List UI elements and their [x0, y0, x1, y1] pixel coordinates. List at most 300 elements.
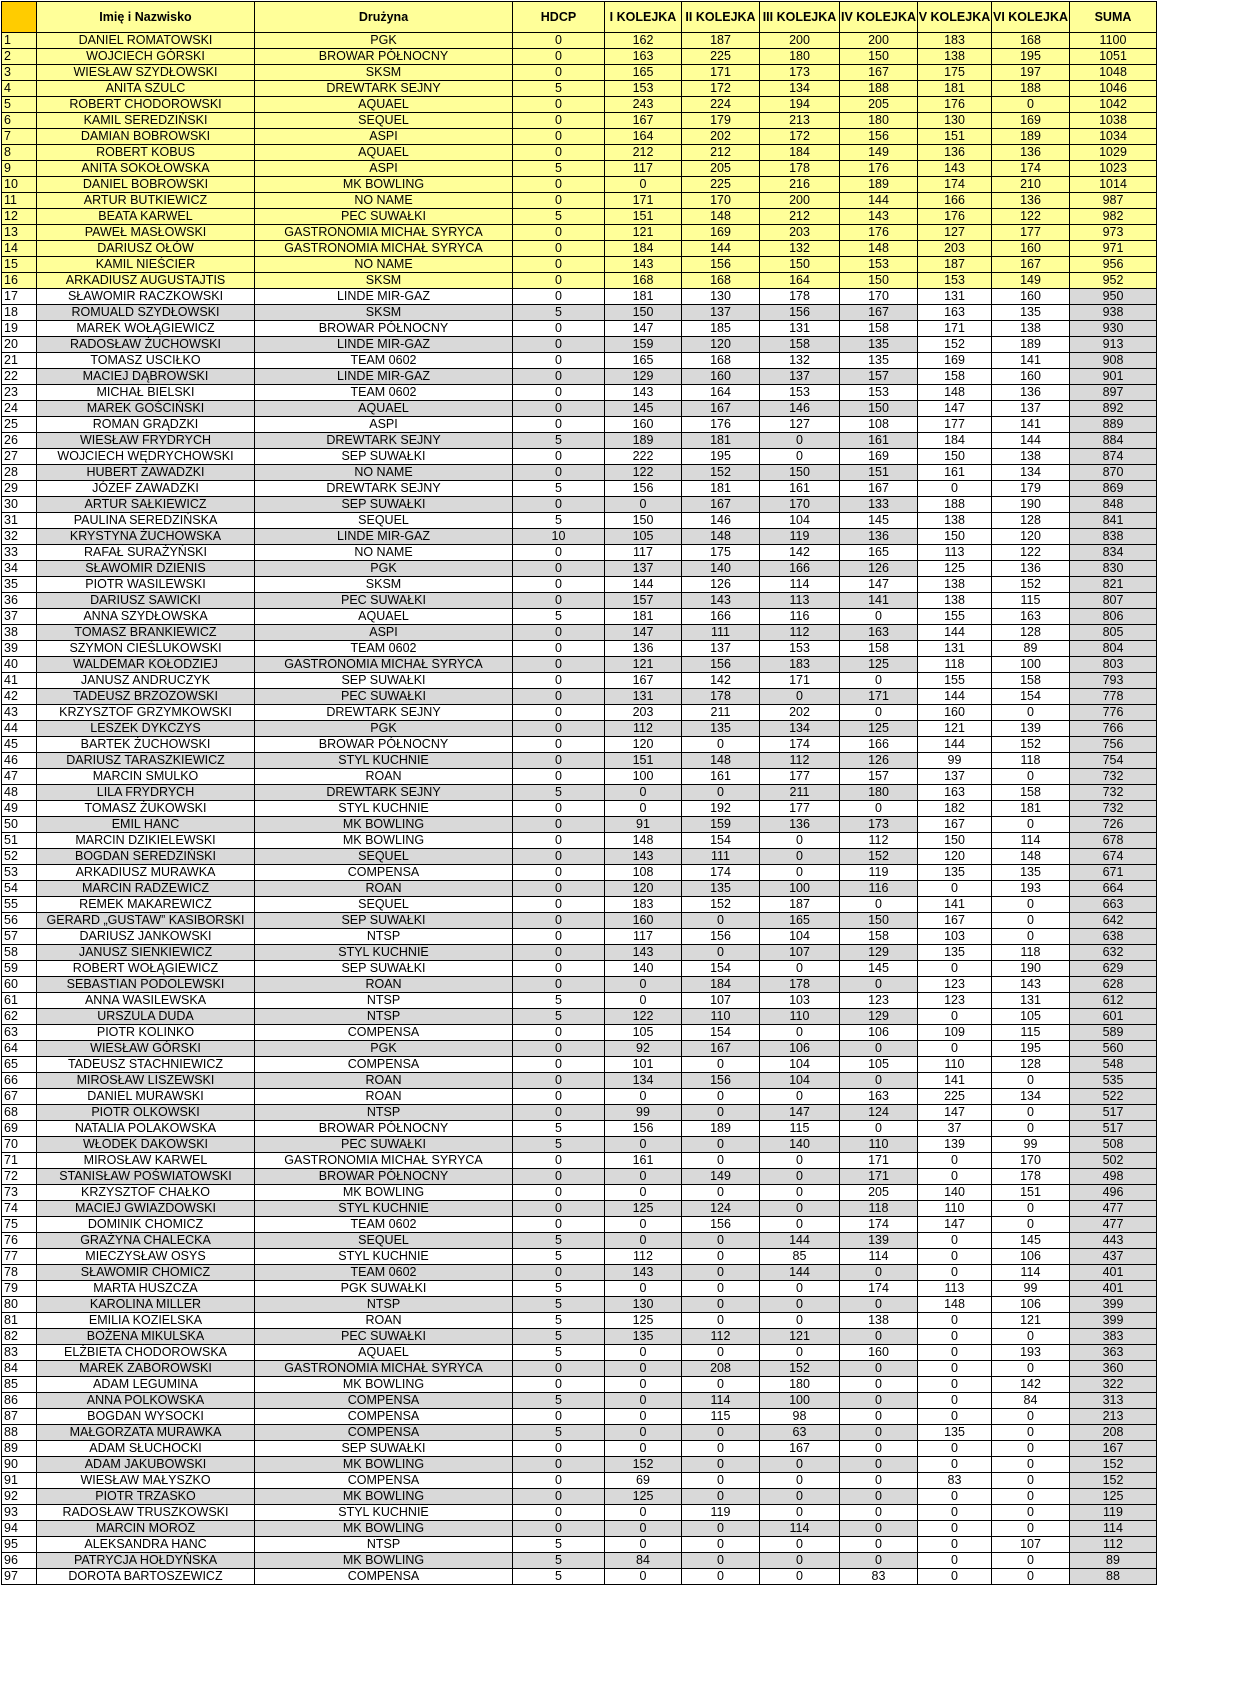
cell-round-1: 122 — [605, 465, 682, 481]
cell-round-6: 122 — [992, 545, 1070, 561]
cell-round-2: 178 — [682, 689, 760, 705]
cell-team: STYL KUCHNIE — [255, 1505, 513, 1521]
cell-name: ROBERT KOBUS — [37, 145, 255, 161]
table-row — [2, 897, 1157, 913]
table-row — [2, 433, 1157, 449]
cell-sum: 1014 — [1070, 177, 1157, 193]
cell-sum: 884 — [1070, 433, 1157, 449]
cell-round-3: 0 — [760, 865, 840, 881]
cell-round-4: 167 — [840, 305, 918, 321]
cell-team: PEC SUWAŁKI — [255, 593, 513, 609]
cell-sum: 732 — [1070, 769, 1157, 785]
cell-round-1: 160 — [605, 913, 682, 929]
cell-round-1: 134 — [605, 1073, 682, 1089]
cell-round-1: 148 — [605, 833, 682, 849]
cell-name: ANNA WASILEWSKA — [37, 993, 255, 1009]
cell-round-3: 0 — [760, 1153, 840, 1169]
cell-round-4: 0 — [840, 1041, 918, 1057]
cell-sum: 89 — [1070, 1553, 1157, 1569]
cell-name: GERARD „GUSTAW” KASIBORSKI — [37, 913, 255, 929]
cell-round-4: 123 — [840, 993, 918, 1009]
cell-round-3: 178 — [760, 289, 840, 305]
cell-team: LINDE MIR-GAZ — [255, 337, 513, 353]
cell-round-6: 190 — [992, 497, 1070, 513]
cell-sum: 477 — [1070, 1201, 1157, 1217]
cell-name: PIOTR OLKOWSKI — [37, 1105, 255, 1121]
table-row — [2, 417, 1157, 433]
cell-rank: 61 — [2, 993, 37, 1009]
cell-round-5: 176 — [918, 97, 992, 113]
cell-team: BROWAR PÓŁNOCNY — [255, 1121, 513, 1137]
table-row — [2, 945, 1157, 961]
cell-name: MARCIN DZIKIELEWSKI — [37, 833, 255, 849]
cell-round-2: 0 — [682, 913, 760, 929]
table-row — [2, 257, 1157, 273]
cell-name: DARIUSZ SAWICKI — [37, 593, 255, 609]
table-row — [2, 753, 1157, 769]
table-row — [2, 1025, 1157, 1041]
cell-round-2: 181 — [682, 481, 760, 497]
cell-round-4: 125 — [840, 657, 918, 673]
cell-rank: 70 — [2, 1137, 37, 1153]
cell-round-5: 163 — [918, 785, 992, 801]
cell-round-2: 225 — [682, 177, 760, 193]
cell-round-3: 0 — [760, 1489, 840, 1505]
cell-hdcp: 0 — [513, 49, 605, 65]
cell-round-4: 169 — [840, 449, 918, 465]
table-row — [2, 593, 1157, 609]
cell-round-5: 123 — [918, 993, 992, 1009]
cell-round-2: 0 — [682, 1297, 760, 1313]
cell-round-3: 0 — [760, 849, 840, 865]
cell-team: MK BOWLING — [255, 1521, 513, 1537]
table-row — [2, 1425, 1157, 1441]
cell-round-6: 105 — [992, 1009, 1070, 1025]
cell-round-4: 150 — [840, 273, 918, 289]
cell-rank: 13 — [2, 225, 37, 241]
cell-round-4: 167 — [840, 481, 918, 497]
cell-rank: 68 — [2, 1105, 37, 1121]
cell-round-5: 113 — [918, 1281, 992, 1297]
table-row — [2, 209, 1157, 225]
cell-rank: 20 — [2, 337, 37, 353]
table-row — [2, 1489, 1157, 1505]
cell-hdcp: 0 — [513, 593, 605, 609]
cell-name: ARTUR BUTKIEWICZ — [37, 193, 255, 209]
cell-sum: 638 — [1070, 929, 1157, 945]
cell-round-1: 0 — [605, 1233, 682, 1249]
cell-sum: 522 — [1070, 1089, 1157, 1105]
table-row — [2, 1297, 1157, 1313]
cell-sum: 477 — [1070, 1217, 1157, 1233]
cell-round-5: 120 — [918, 849, 992, 865]
cell-round-1: 125 — [605, 1313, 682, 1329]
table-row — [2, 705, 1157, 721]
cell-round-1: 0 — [605, 1137, 682, 1153]
cell-round-3: 183 — [760, 657, 840, 673]
cell-sum: 804 — [1070, 641, 1157, 657]
cell-team: PEC SUWAŁKI — [255, 689, 513, 705]
cell-round-4: 149 — [840, 145, 918, 161]
cell-round-5: 0 — [918, 1361, 992, 1377]
cell-name: URSZULA DUDA — [37, 1009, 255, 1025]
cell-sum: 632 — [1070, 945, 1157, 961]
cell-rank: 65 — [2, 1057, 37, 1073]
cell-round-3: 0 — [760, 1345, 840, 1361]
cell-rank: 48 — [2, 785, 37, 801]
cell-name: MAREK WOŁĄGIEWICZ — [37, 321, 255, 337]
header-round-5: V KOLEJKA — [918, 2, 992, 33]
cell-round-2: 137 — [682, 641, 760, 657]
cell-sum: 874 — [1070, 449, 1157, 465]
cell-hdcp: 0 — [513, 897, 605, 913]
cell-rank: 34 — [2, 561, 37, 577]
cell-round-4: 150 — [840, 913, 918, 929]
cell-round-6: 169 — [992, 113, 1070, 129]
cell-sum: 119 — [1070, 1505, 1157, 1521]
cell-round-3: 115 — [760, 1121, 840, 1137]
cell-hdcp: 5 — [513, 1233, 605, 1249]
cell-round-1: 147 — [605, 625, 682, 641]
cell-round-2: 0 — [682, 1441, 760, 1457]
cell-round-5: 0 — [918, 1489, 992, 1505]
cell-team: SEQUEL — [255, 113, 513, 129]
table-row — [2, 785, 1157, 801]
cell-team: COMPENSA — [255, 865, 513, 881]
cell-round-3: 153 — [760, 385, 840, 401]
cell-round-2: 0 — [682, 1473, 760, 1489]
cell-round-6: 118 — [992, 753, 1070, 769]
table-row — [2, 321, 1157, 337]
cell-round-1: 157 — [605, 593, 682, 609]
cell-hdcp: 5 — [513, 1121, 605, 1137]
cell-round-5: 0 — [918, 961, 992, 977]
cell-round-4: 0 — [840, 897, 918, 913]
cell-round-1: 105 — [605, 529, 682, 545]
cell-round-5: 0 — [918, 1345, 992, 1361]
cell-round-2: 0 — [682, 1281, 760, 1297]
cell-hdcp: 5 — [513, 1297, 605, 1313]
table-row — [2, 865, 1157, 881]
table-row — [2, 113, 1157, 129]
cell-hdcp: 0 — [513, 1041, 605, 1057]
table-row — [2, 625, 1157, 641]
cell-round-4: 125 — [840, 721, 918, 737]
cell-name: WŁODEK DAKOWSKI — [37, 1137, 255, 1153]
cell-rank: 78 — [2, 1265, 37, 1281]
cell-rank: 25 — [2, 417, 37, 433]
cell-round-4: 129 — [840, 1009, 918, 1025]
cell-round-2: 159 — [682, 817, 760, 833]
cell-rank: 88 — [2, 1425, 37, 1441]
cell-round-4: 139 — [840, 1233, 918, 1249]
cell-round-6: 195 — [992, 1041, 1070, 1057]
cell-rank: 17 — [2, 289, 37, 305]
cell-hdcp: 0 — [513, 1153, 605, 1169]
cell-round-1: 181 — [605, 609, 682, 625]
cell-round-3: 194 — [760, 97, 840, 113]
cell-round-1: 171 — [605, 193, 682, 209]
cell-round-4: 160 — [840, 1345, 918, 1361]
cell-rank: 32 — [2, 529, 37, 545]
cell-round-4: 171 — [840, 689, 918, 705]
cell-team: TEAM 0602 — [255, 1265, 513, 1281]
table-row — [2, 1361, 1157, 1377]
cell-round-3: 140 — [760, 1137, 840, 1153]
cell-hdcp: 5 — [513, 1553, 605, 1569]
cell-team: PGK — [255, 1041, 513, 1057]
cell-round-5: 0 — [918, 1553, 992, 1569]
cell-sum: 517 — [1070, 1105, 1157, 1121]
cell-team: NTSP — [255, 1105, 513, 1121]
cell-hdcp: 0 — [513, 1265, 605, 1281]
cell-hdcp: 5 — [513, 1329, 605, 1345]
cell-round-1: 222 — [605, 449, 682, 465]
cell-round-1: 0 — [605, 1409, 682, 1425]
cell-round-2: 205 — [682, 161, 760, 177]
cell-hdcp: 0 — [513, 705, 605, 721]
cell-round-6: 141 — [992, 353, 1070, 369]
cell-round-1: 121 — [605, 225, 682, 241]
cell-hdcp: 0 — [513, 753, 605, 769]
cell-round-4: 165 — [840, 545, 918, 561]
cell-round-2: 225 — [682, 49, 760, 65]
cell-rank: 89 — [2, 1441, 37, 1457]
cell-name: PIOTR WASILEWSKI — [37, 577, 255, 593]
cell-name: PATRYCJA HOŁDYŃSKA — [37, 1553, 255, 1569]
cell-hdcp: 0 — [513, 177, 605, 193]
cell-round-2: 119 — [682, 1505, 760, 1521]
cell-round-6: 0 — [992, 897, 1070, 913]
cell-round-6: 170 — [992, 1153, 1070, 1169]
cell-team: SEQUEL — [255, 849, 513, 865]
table-row — [2, 913, 1157, 929]
cell-round-2: 154 — [682, 961, 760, 977]
cell-round-2: 148 — [682, 209, 760, 225]
cell-round-3: 153 — [760, 641, 840, 657]
cell-rank: 36 — [2, 593, 37, 609]
cell-round-1: 0 — [605, 1377, 682, 1393]
cell-name: KRZYSZTOF GRZYMKOWSKI — [37, 705, 255, 721]
cell-round-6: 0 — [992, 1105, 1070, 1121]
cell-name: DAMIAN BOBROWSKI — [37, 129, 255, 145]
cell-team: SKSM — [255, 65, 513, 81]
cell-sum: 892 — [1070, 401, 1157, 417]
cell-team: LINDE MIR-GAZ — [255, 369, 513, 385]
cell-round-1: 203 — [605, 705, 682, 721]
cell-round-5: 135 — [918, 945, 992, 961]
cell-name: TADEUSZ BRZOZOWSKI — [37, 689, 255, 705]
cell-name: MARCIN RADZEWICZ — [37, 881, 255, 897]
cell-round-6: 122 — [992, 209, 1070, 225]
cell-team: BROWAR PÓŁNOCNY — [255, 321, 513, 337]
table-row — [2, 1393, 1157, 1409]
cell-rank: 47 — [2, 769, 37, 785]
cell-round-6: 188 — [992, 81, 1070, 97]
cell-hdcp: 0 — [513, 289, 605, 305]
cell-name: MAŁGORZATA MURAWKA — [37, 1425, 255, 1441]
cell-round-4: 126 — [840, 753, 918, 769]
cell-team: NO NAME — [255, 465, 513, 481]
cell-team: MK BOWLING — [255, 1489, 513, 1505]
cell-round-6: 0 — [992, 929, 1070, 945]
cell-round-4: 124 — [840, 1105, 918, 1121]
cell-round-4: 189 — [840, 177, 918, 193]
cell-round-4: 157 — [840, 369, 918, 385]
cell-round-4: 0 — [840, 1329, 918, 1345]
cell-team: DREWTARK SEJNY — [255, 81, 513, 97]
cell-round-1: 129 — [605, 369, 682, 385]
cell-round-1: 0 — [605, 785, 682, 801]
cell-round-1: 130 — [605, 1297, 682, 1313]
cell-round-1: 147 — [605, 321, 682, 337]
cell-round-5: 138 — [918, 49, 992, 65]
cell-rank: 30 — [2, 497, 37, 513]
cell-round-2: 175 — [682, 545, 760, 561]
cell-team: COMPENSA — [255, 1425, 513, 1441]
cell-round-6: 0 — [992, 1553, 1070, 1569]
cell-team: SEQUEL — [255, 513, 513, 529]
cell-round-6: 137 — [992, 401, 1070, 417]
cell-round-3: 0 — [760, 1297, 840, 1313]
cell-sum: 952 — [1070, 273, 1157, 289]
cell-round-5: 150 — [918, 449, 992, 465]
cell-team: TEAM 0602 — [255, 641, 513, 657]
cell-hdcp: 0 — [513, 1489, 605, 1505]
cell-sum: 1051 — [1070, 49, 1157, 65]
header-round-3: III KOLEJKA — [760, 2, 840, 33]
cell-round-6: 151 — [992, 1185, 1070, 1201]
cell-round-4: 144 — [840, 193, 918, 209]
cell-round-3: 0 — [760, 1169, 840, 1185]
cell-round-3: 134 — [760, 721, 840, 737]
cell-round-4: 200 — [840, 33, 918, 49]
cell-team: MK BOWLING — [255, 177, 513, 193]
cell-round-3: 0 — [760, 1201, 840, 1217]
cell-round-6: 0 — [992, 1425, 1070, 1441]
cell-round-3: 142 — [760, 545, 840, 561]
cell-sum: 678 — [1070, 833, 1157, 849]
cell-hdcp: 0 — [513, 1169, 605, 1185]
cell-round-4: 138 — [840, 1313, 918, 1329]
table-row — [2, 1041, 1157, 1057]
cell-round-1: 0 — [605, 1569, 682, 1585]
cell-round-6: 128 — [992, 513, 1070, 529]
cell-round-3: 112 — [760, 753, 840, 769]
table-row — [2, 449, 1157, 465]
cell-sum: 401 — [1070, 1265, 1157, 1281]
cell-round-5: 0 — [918, 481, 992, 497]
cell-rank: 9 — [2, 161, 37, 177]
cell-round-4: 176 — [840, 225, 918, 241]
cell-round-4: 145 — [840, 961, 918, 977]
cell-hdcp: 0 — [513, 913, 605, 929]
cell-round-2: 0 — [682, 1137, 760, 1153]
cell-round-5: 103 — [918, 929, 992, 945]
cell-round-2: 164 — [682, 385, 760, 401]
cell-round-4: 112 — [840, 833, 918, 849]
cell-round-2: 0 — [682, 945, 760, 961]
cell-round-2: 0 — [682, 1553, 760, 1569]
cell-team: NO NAME — [255, 257, 513, 273]
cell-hdcp: 0 — [513, 321, 605, 337]
cell-hdcp: 5 — [513, 993, 605, 1009]
cell-name: RAFAŁ SURAŻYŃSKI — [37, 545, 255, 561]
table-row — [2, 513, 1157, 529]
cell-round-1: 143 — [605, 849, 682, 865]
cell-name: JÓZEF ZAWADZKI — [37, 481, 255, 497]
cell-team: COMPENSA — [255, 1057, 513, 1073]
cell-sum: 112 — [1070, 1537, 1157, 1553]
cell-round-6: 177 — [992, 225, 1070, 241]
cell-round-4: 0 — [840, 1377, 918, 1393]
cell-name: ARKADIUSZ AUGUSTAJTIS — [37, 273, 255, 289]
cell-name: LILA FRYDRYCH — [37, 785, 255, 801]
cell-round-6: 142 — [992, 1377, 1070, 1393]
cell-sum: 208 — [1070, 1425, 1157, 1441]
cell-name: BOGDAN WYSOCKI — [37, 1409, 255, 1425]
cell-round-6: 107 — [992, 1537, 1070, 1553]
header-row — [2, 2, 1157, 33]
cell-round-6: 115 — [992, 593, 1070, 609]
table-row — [2, 545, 1157, 561]
cell-round-2: 107 — [682, 993, 760, 1009]
cell-rank: 63 — [2, 1025, 37, 1041]
cell-round-3: 134 — [760, 81, 840, 97]
cell-name: WIESŁAW FRYDRYCH — [37, 433, 255, 449]
cell-round-4: 0 — [840, 1409, 918, 1425]
cell-round-4: 0 — [840, 673, 918, 689]
cell-sum: 125 — [1070, 1489, 1157, 1505]
cell-round-2: 185 — [682, 321, 760, 337]
cell-round-6: 0 — [992, 1521, 1070, 1537]
header-round-2: II KOLEJKA — [682, 2, 760, 33]
cell-round-2: 0 — [682, 1457, 760, 1473]
cell-round-1: 0 — [605, 993, 682, 1009]
cell-round-1: 117 — [605, 545, 682, 561]
cell-round-3: 144 — [760, 1265, 840, 1281]
cell-round-1: 112 — [605, 721, 682, 737]
cell-rank: 18 — [2, 305, 37, 321]
cell-round-1: 165 — [605, 353, 682, 369]
cell-sum: 629 — [1070, 961, 1157, 977]
cell-round-3: 131 — [760, 321, 840, 337]
cell-hdcp: 0 — [513, 145, 605, 161]
cell-team: ROAN — [255, 769, 513, 785]
cell-sum: 601 — [1070, 1009, 1157, 1025]
cell-round-1: 151 — [605, 753, 682, 769]
cell-round-1: 0 — [605, 1521, 682, 1537]
cell-rank: 40 — [2, 657, 37, 673]
cell-team: PGK SUWAŁKI — [255, 1281, 513, 1297]
cell-round-3: 103 — [760, 993, 840, 1009]
cell-rank: 96 — [2, 1553, 37, 1569]
cell-round-5: 109 — [918, 1025, 992, 1041]
cell-team: SEP SUWAŁKI — [255, 961, 513, 977]
cell-rank: 73 — [2, 1185, 37, 1201]
table-row — [2, 81, 1157, 97]
cell-hdcp: 5 — [513, 81, 605, 97]
table-row — [2, 385, 1157, 401]
cell-round-2: 115 — [682, 1409, 760, 1425]
cell-round-5: 0 — [918, 1041, 992, 1057]
cell-round-5: 148 — [918, 385, 992, 401]
cell-round-5: 0 — [918, 1009, 992, 1025]
cell-sum: 1100 — [1070, 33, 1157, 49]
cell-name: DARIUSZ TARASZKIEWICZ — [37, 753, 255, 769]
cell-hdcp: 0 — [513, 1073, 605, 1089]
cell-hdcp: 0 — [513, 353, 605, 369]
